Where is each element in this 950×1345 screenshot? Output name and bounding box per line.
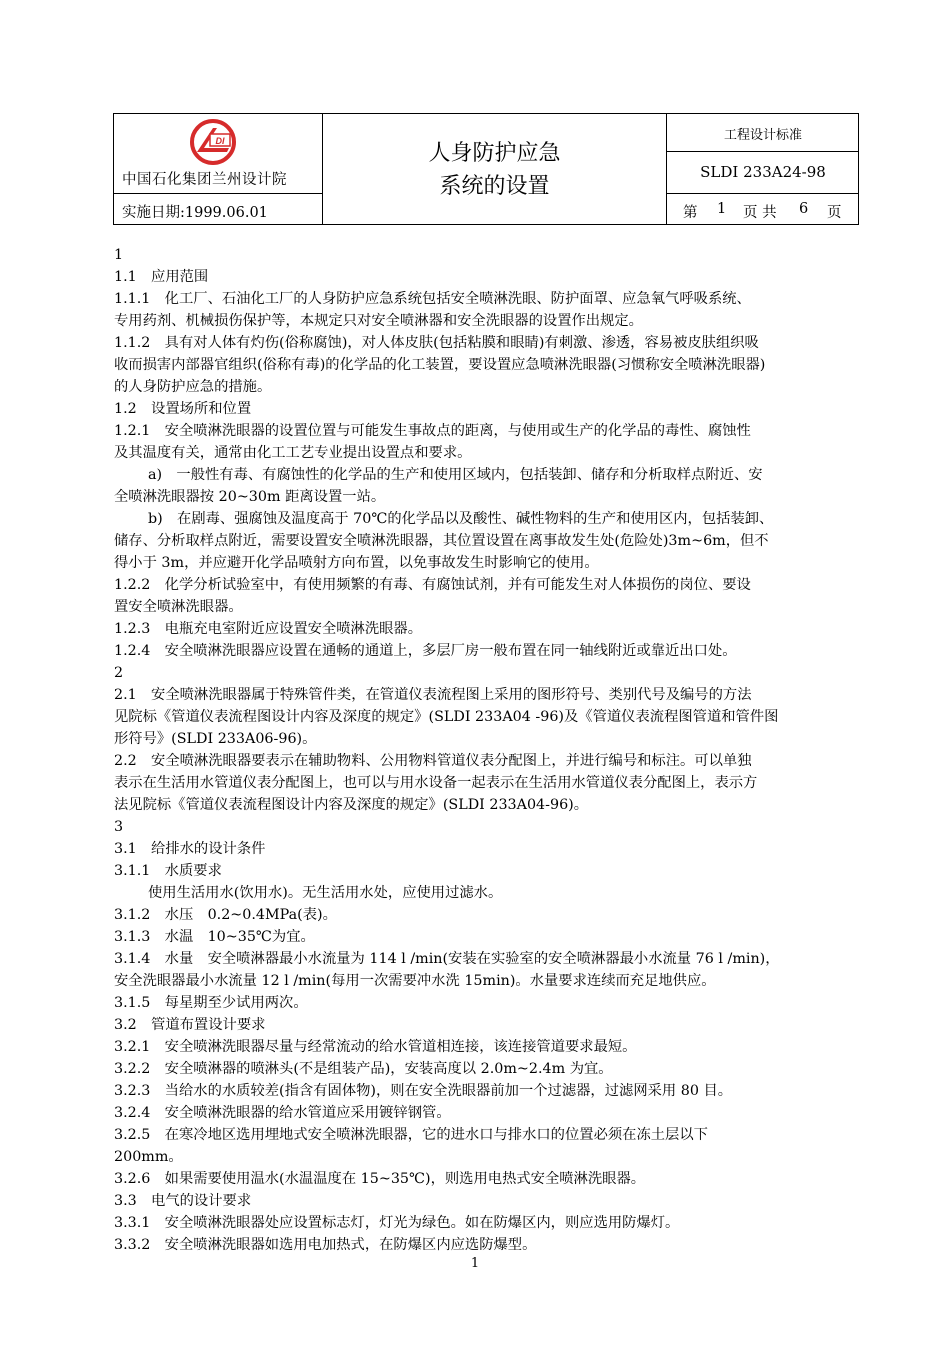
body-line: 1.2.4 安全喷淋洗眼器应设置在通畅的通道上，多层厂房一般布置在同一轴线附近或靠近出口处。 — [114, 643, 737, 659]
body-line: 200mm。 — [114, 1149, 183, 1165]
body-line: 3.3.2 安全喷淋洗眼器如选用电加热式，在防爆区内应选防爆型。 — [114, 1237, 537, 1253]
doc-title-line1: 人身防护应急 — [428, 141, 561, 166]
logo-cell — [114, 114, 323, 194]
svg-text:DI: DI — [215, 136, 225, 146]
org-name: 中国石化集团兰州设计院 — [122, 172, 287, 188]
page-info-cell — [667, 194, 859, 225]
body-line: 3.3 电气的设计要求 — [114, 1193, 252, 1209]
body-line: 法见院标《管道仪表流程图设计内容及深度的规定》(SLDI 233A04-96)。 — [114, 797, 589, 813]
body-line: 1.1.1 化工厂、石油化工厂的人身防护应急系统包括安全喷淋洗眼、防护面罩、应急氧气呼吸系统、 — [114, 291, 751, 307]
page-footer-number: 1 — [470, 1256, 480, 1271]
body-line: 3.1 给排水的设计条件 — [114, 841, 266, 857]
body-line: 3.3.1 安全喷淋洗眼器处应设置标志灯，灯光为绿色。如在防爆区内，则应选用防爆灯。 — [114, 1215, 680, 1231]
page-number: 1 — [717, 201, 727, 217]
body-line: 的人身防护应急的措施。 — [114, 379, 272, 395]
body-line: 3.2.3 当给水的水质较差(指含有固体物)，则在安全洗眼器前加一个过滤器，过滤网采用 80 目。 — [114, 1083, 733, 1099]
standard-type: 工程设计标准 — [723, 128, 802, 143]
body-line: 3.1.1 水质要求 — [114, 863, 222, 879]
body-line: 3.2.6 如果需要使用温水(水温温度在 15~35℃)，则选用电热式安全喷淋洗眼器。 — [114, 1171, 646, 1187]
body-line: 储存、分析取样点附近，需要设置安全喷淋洗眼器，其位置设置在离事故发生处(危险处)3m~6m，但不 — [114, 533, 769, 549]
body-line: 3.1.2 水压 0.2~0.4MPa(表)。 — [114, 907, 337, 923]
page-ye: 页 — [827, 205, 842, 221]
body-line: 3.2.5 在寒冷地区选用埋地式安全喷淋洗眼器，它的进水口与排水口的位置必须在冻土层以下 — [114, 1127, 708, 1143]
body-line: 3.2 管道布置设计要求 — [114, 1017, 266, 1033]
page-di: 第 — [683, 205, 698, 221]
body-line: a) 一般性有毒、有腐蚀性的化学品的生产和使用区域内，包括装卸、储存和分析取样点附近、安 — [148, 467, 763, 483]
header-table — [113, 113, 859, 225]
body-line: 1.1.2 具有对人体有灼伤(俗称腐蚀)，对人体皮肤(包括粘膜和眼睛)有刺激、渗透，容易被皮肤组织吸 — [114, 335, 759, 351]
doc-code: SLDI 233A24-98 — [700, 163, 826, 181]
doc-code-cell — [667, 152, 859, 194]
body-line: 2 — [114, 665, 124, 681]
body-line: 3 — [114, 819, 124, 835]
body-line: b) 在剧毒、强腐蚀及温度高于 70℃的化学品以及酸性、碱性物料的生产和使用区内，包括装卸、 — [148, 511, 774, 527]
body-line: 1.1 应用范围 — [114, 269, 209, 285]
body-line: 及其温度有关，通常由化工工艺专业提出设置点和要求。 — [114, 445, 472, 461]
body-line: 1 — [114, 247, 124, 263]
body-line: 收而损害内部器官组织(俗称有毒)的化学品的化工装置，要设置应急喷淋洗眼器(习惯称安全喷淋洗眼器) — [114, 357, 766, 373]
body-line: 1.2 设置场所和位置 — [114, 401, 252, 417]
body-line: 3.1.3 水温 10~35℃为宜。 — [114, 929, 315, 945]
body-line: 安全洗眼器最小水流量 12 l /min(每用一次需要冲水洗 15min)。水量要求连续而充足地供应。 — [114, 973, 716, 989]
body-line: 1.2.2 化学分析试验室中，有使用频繁的有毒、有腐蚀试剂，并有可能发生对人体损伤的岗位、要设 — [114, 577, 751, 593]
standard-type-cell — [667, 114, 859, 152]
body-line: 置安全喷淋洗眼器。 — [114, 599, 243, 615]
body-line: 3.2.2 安全喷淋器的喷淋头(不是组装产品)，安装高度以 2.0m~2.4m 为宜。 — [114, 1061, 613, 1077]
body-line: 得小于 3m，并应避开化学品喷射方向布置，以免事故发生时影响它的使用。 — [114, 555, 599, 571]
doc-title-line2: 系统的设置 — [439, 174, 550, 199]
body-line: 使用生活用水(饮用水)。无生活用水处，应使用过滤水。 — [148, 885, 503, 901]
body-line: 2.2 安全喷淋洗眼器要表示在辅助物料、公用物料管道仪表分配图上，并进行编号和标注。可以单独 — [114, 753, 752, 769]
page-total: 6 — [799, 201, 809, 217]
body-line: 形符号》(SLDI 233A06-96)。 — [114, 731, 317, 747]
page-ye-gong: 页 共 — [743, 205, 777, 221]
implementation-date: 实施日期:1999.06.01 — [122, 205, 268, 221]
body-line: 专用药剂、机械损伤保护等，本规定只对安全喷淋器和安全洗眼器的设置作出规定。 — [114, 313, 643, 329]
document-body — [114, 244, 860, 1256]
body-line: 3.2.1 安全喷淋洗眼器尽量与经常流动的给水管道相连接，该连接管道要求最短。 — [114, 1039, 637, 1055]
body-line: 全喷淋洗眼器按 20~30m 距离设置一站。 — [114, 489, 386, 505]
body-line: 见院标《管道仪表流程图设计内容及深度的规定》(SLDI 233A04 -96)及《管道仪表流程图管道和管件图 — [114, 709, 779, 725]
company-logo-icon — [187, 118, 239, 166]
body-line: 3.1.5 每星期至少试用两次。 — [114, 995, 308, 1011]
body-line: 2.1 安全喷淋洗眼器属于特殊管件类，在管道仪表流程图上采用的图形符号、类别代号及编号的方法 — [114, 687, 752, 703]
body-line: 1.2.3 电瓶充电室附近应设置安全喷淋洗眼器。 — [114, 621, 423, 637]
body-line: 1.2.1 安全喷淋洗眼器的设置位置与可能发生事故点的距离，与使用或生产的化学品的毒性、腐蚀性 — [114, 423, 751, 439]
body-line: 3.2.4 安全喷淋洗眼器的给水管道应采用镀锌钢管。 — [114, 1105, 451, 1121]
date-cell — [114, 194, 323, 225]
body-line: 表示在生活用水管道仪表分配图上，也可以与用水设备一起表示在生活用水管道仪表分配图上，表示方 — [114, 775, 758, 791]
title-cell — [323, 114, 667, 225]
body-line: 3.1.4 水量 安全喷淋器最小水流量为 114 l /min(安装在实验室的安全喷淋器最小水流量 76 l /min)， — [114, 951, 780, 967]
